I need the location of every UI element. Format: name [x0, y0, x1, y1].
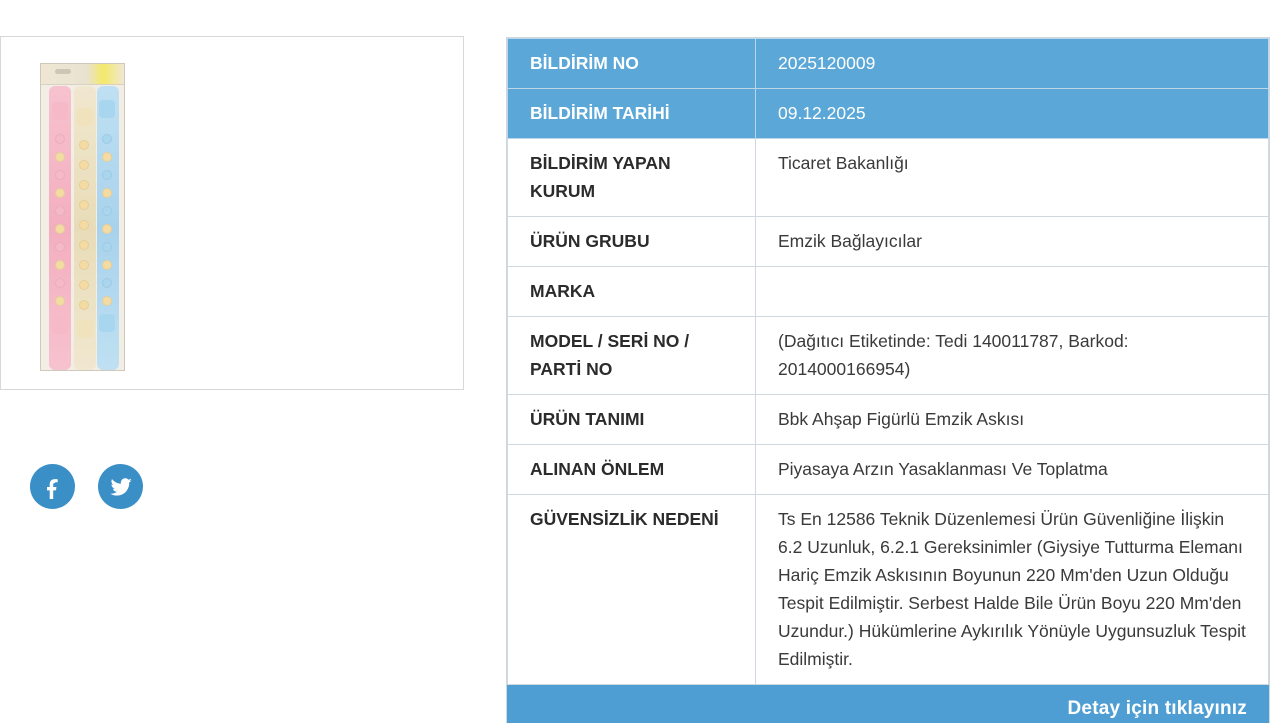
bead [79, 260, 89, 270]
bead [79, 160, 89, 170]
row-value-bildirim-yapan-kurum: Ticaret Bakanlığı [756, 139, 1269, 217]
row-label-model-seri-parti-no: MODEL / SERİ NO / PARTİ NO [508, 317, 756, 395]
bead [55, 296, 65, 306]
row-value-alinan-onlem: Piyasaya Arzın Yasaklanması Ve Toplatma [756, 445, 1269, 495]
wooden-charm [52, 316, 68, 334]
hanger-hole [55, 69, 71, 74]
packaging-header-strip [41, 64, 124, 85]
bead [79, 280, 89, 290]
table-row [508, 139, 1269, 217]
twitter-share-button[interactable] [98, 464, 143, 509]
bead [102, 224, 112, 234]
row-value-bildirim-tarihi: 09.12.2025 [756, 89, 1269, 139]
bead [79, 140, 89, 150]
notification-table [507, 38, 1269, 685]
wooden-charm [77, 108, 93, 126]
bead [79, 180, 89, 190]
facebook-icon [41, 475, 65, 499]
bead [55, 170, 65, 180]
row-label-alinan-onlem: ALINAN ÖNLEM [508, 445, 756, 495]
facebook-share-button[interactable] [30, 464, 75, 509]
row-value-guvensizlik-nedeni: Ts En 12586 Teknik Düzenlemesi Ürün Güvenliğine İlişkin 6.2 Uzunluk, 6.2.1 Gereksinimler (Giysiye Tutturma Elemanı Hariç Emzik Askısının Boyunun 220 Mm'den Uzun Olduğu Tespit Edilmiştir. Serbest Halde Bile Ürün Boyu 220 Mm'den Uzundur.) Hükümlerine Aykırılık Yönüyle Uygunsuzluk Tespit Edilmiştir. [756, 495, 1269, 685]
bead [55, 134, 65, 144]
bead [102, 134, 112, 144]
bead [102, 170, 112, 180]
bead [55, 188, 65, 198]
row-value-marka [756, 267, 1269, 317]
row-value-bildirim-no: 2025120009 [756, 39, 1269, 89]
table-row [508, 267, 1269, 317]
row-value-model-seri-parti-no: (Dağıtıcı Etiketinde: Tedi 140011787, Barkod: 2014000166954) [756, 317, 1269, 395]
bead [102, 206, 112, 216]
table-row [508, 495, 1269, 685]
row-label-bildirim-yapan-kurum: BİLDİRİM YAPAN KURUM [508, 139, 756, 217]
bead [55, 224, 65, 234]
product-media-column [0, 36, 466, 390]
social-share-row [30, 464, 143, 509]
bead [102, 260, 112, 270]
bead [55, 242, 65, 252]
detail-link[interactable]: Detay için tıklayınız [507, 685, 1269, 723]
wooden-charm [52, 102, 68, 120]
bead [102, 296, 112, 306]
table-row [508, 217, 1269, 267]
bead [55, 206, 65, 216]
bead [102, 242, 112, 252]
row-label-marka: MARKA [508, 267, 756, 317]
notification-details-panel [506, 37, 1270, 723]
bead [79, 300, 89, 310]
bead [79, 220, 89, 230]
row-label-urun-tanimi: ÜRÜN TANIMI [508, 395, 756, 445]
row-label-bildirim-no: BİLDİRİM NO [508, 39, 756, 89]
product-photo [40, 63, 125, 371]
bead [55, 260, 65, 270]
row-label-bildirim-tarihi: BİLDİRİM TARİHİ [508, 89, 756, 139]
table-row [508, 89, 1269, 139]
bead [102, 152, 112, 162]
product-image-frame [0, 36, 464, 390]
wooden-charm [99, 100, 115, 118]
row-value-urun-tanimi: Bbk Ahşap Figürlü Emzik Askısı [756, 395, 1269, 445]
bead [55, 152, 65, 162]
row-label-urun-grubu: ÜRÜN GRUBU [508, 217, 756, 267]
bead [102, 278, 112, 288]
wooden-charm [77, 320, 93, 338]
wooden-charm [99, 314, 115, 332]
table-row [508, 445, 1269, 495]
bead [79, 200, 89, 210]
bead [79, 240, 89, 250]
table-row [508, 395, 1269, 445]
table-row [508, 317, 1269, 395]
bead [55, 278, 65, 288]
row-value-urun-grubu: Emzik Bağlayıcılar [756, 217, 1269, 267]
table-row [508, 39, 1269, 89]
bead [102, 188, 112, 198]
row-label-guvensizlik-nedeni: GÜVENSİZLİK NEDENİ [508, 495, 756, 685]
twitter-icon [108, 474, 134, 500]
